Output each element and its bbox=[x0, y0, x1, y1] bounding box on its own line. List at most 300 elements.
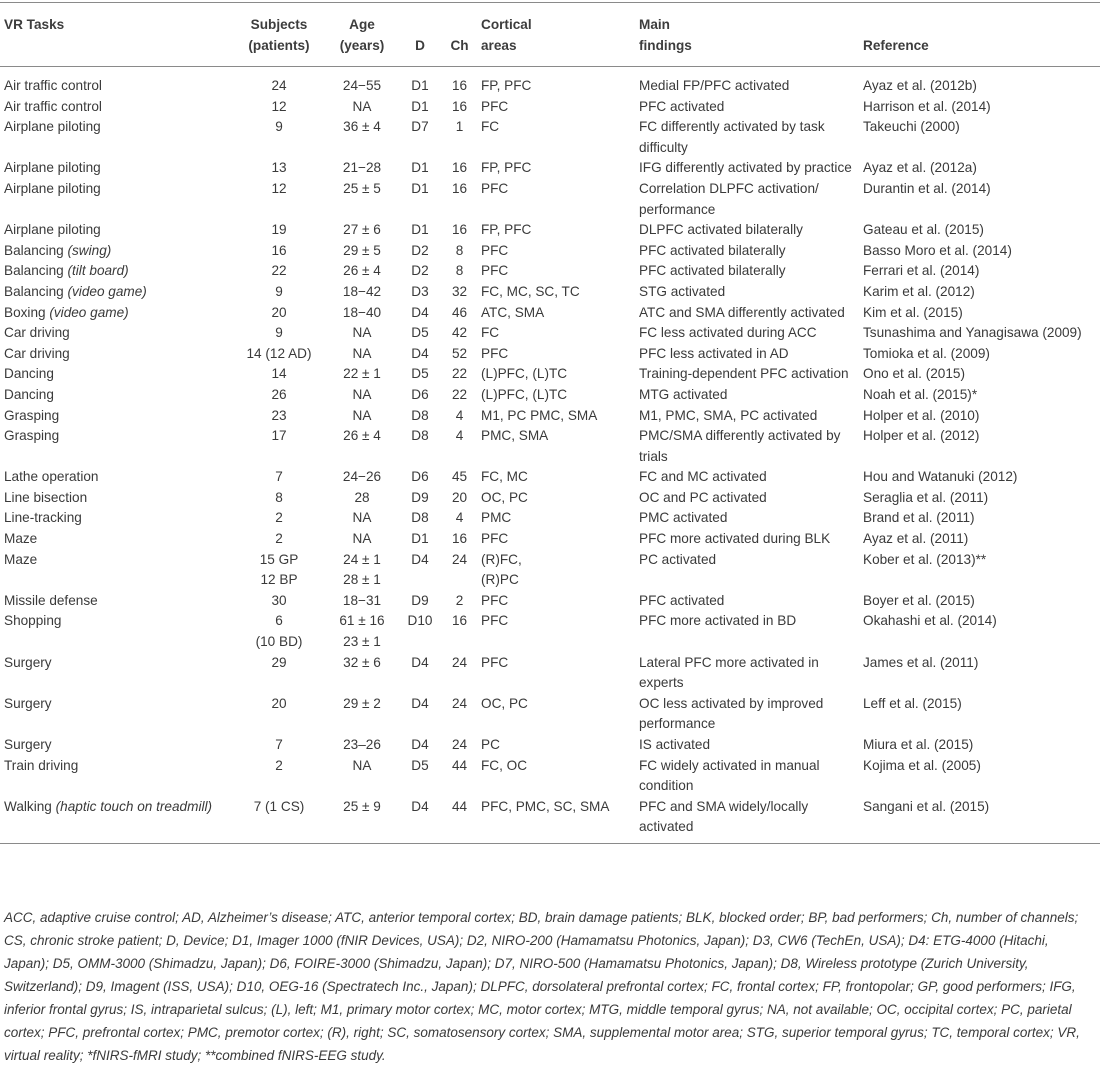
cell-cortical-areas-text: PFC bbox=[481, 345, 509, 361]
cell-reference bbox=[863, 694, 1100, 735]
task-name: Surgery bbox=[4, 695, 52, 711]
cell-device bbox=[402, 303, 438, 324]
cell-age-text: 28 bbox=[354, 489, 370, 505]
cell-age-text: 29 ± 2 bbox=[343, 695, 381, 711]
table-row bbox=[0, 756, 1100, 797]
cell-reference bbox=[863, 97, 1100, 118]
task-name: Walking bbox=[4, 798, 56, 814]
cell-device bbox=[402, 406, 438, 427]
cell-device bbox=[402, 467, 438, 488]
cell-cortical-areas bbox=[481, 117, 639, 158]
cell-age-text: 26 ± 4 bbox=[343, 263, 381, 279]
cell-main-findings-text: PFC activated bbox=[639, 592, 725, 608]
cell-reference-text: Kojima et al. (2005) bbox=[863, 757, 981, 773]
cell-vr-task bbox=[0, 611, 236, 652]
cell-cortical-areas bbox=[481, 756, 639, 797]
cell-reference bbox=[863, 179, 1100, 220]
header-vr-tasks: VR Tasks bbox=[0, 3, 236, 67]
cell-main-findings-text: Correlation DLPFC activation/ performance bbox=[639, 180, 819, 217]
cell-cortical-areas bbox=[481, 97, 639, 118]
cell-main-findings bbox=[639, 488, 863, 509]
task-name: Airplane piloting bbox=[4, 222, 101, 238]
cell-reference bbox=[863, 344, 1100, 365]
cell-vr-task bbox=[0, 97, 236, 118]
cell-subjects-text: 7 (1 CS) bbox=[253, 798, 305, 814]
cell-main-findings-text: IFG differently activated by practice bbox=[639, 160, 852, 176]
cell-subjects bbox=[236, 694, 322, 735]
cell-subjects bbox=[236, 591, 322, 612]
cell-main-findings bbox=[639, 220, 863, 241]
cell-reference-text: Tsunashima and Yanagisawa (2009) bbox=[863, 325, 1082, 341]
cell-subjects-text: 14 (12 AD) bbox=[246, 345, 312, 361]
cell-cortical-areas bbox=[481, 591, 639, 612]
cell-cortical-areas-text: PFC bbox=[481, 531, 509, 547]
task-name: Balancing bbox=[4, 263, 68, 279]
cell-cortical-areas-text: FC bbox=[481, 119, 500, 135]
cell-channels bbox=[438, 426, 481, 467]
cell-reference-text: Leff et al. (2015) bbox=[863, 695, 962, 711]
cell-reference-text: Holper et al. (2010) bbox=[863, 407, 980, 423]
cell-main-findings-text: MTG activated bbox=[639, 386, 728, 402]
task-name: Surgery bbox=[4, 737, 52, 752]
table-row bbox=[0, 508, 1100, 529]
cell-age-text: NA bbox=[352, 98, 372, 114]
cell-vr-task bbox=[0, 303, 236, 324]
cell-cortical-areas-text: (L)PFC, (L)TC bbox=[481, 386, 568, 402]
header-subjects: Subjects (patients) bbox=[236, 3, 322, 67]
cell-channels bbox=[438, 653, 481, 694]
cell-main-findings-text: STG activated bbox=[639, 283, 726, 299]
cell-subjects-text: 7 bbox=[275, 737, 283, 752]
cell-age bbox=[322, 220, 402, 241]
cell-cortical-areas bbox=[481, 220, 639, 241]
cell-reference-text: Sangani et al. (2015) bbox=[863, 798, 990, 814]
cell-channels-text: 16 bbox=[451, 98, 468, 114]
cell-age bbox=[322, 797, 402, 844]
table-header-row bbox=[0, 3, 1100, 67]
header-reference: Reference bbox=[863, 3, 1100, 67]
cell-subjects-text: 7 bbox=[275, 469, 283, 485]
cell-main-findings-text: ATC and SMA differently activated bbox=[639, 304, 845, 320]
cell-reference-text: Kim et al. (2015) bbox=[863, 304, 963, 320]
cell-main-findings-text: FC widely activated in manual condition bbox=[639, 757, 820, 794]
cell-reference-text: Harrison et al. (2014) bbox=[863, 98, 991, 114]
cell-vr-task bbox=[0, 67, 236, 97]
header-cortical-areas: Cortical areas bbox=[481, 3, 639, 67]
task-name: Balancing bbox=[4, 242, 68, 258]
cell-reference bbox=[863, 220, 1100, 241]
header-age: Age (years) bbox=[322, 3, 402, 67]
cell-vr-task bbox=[0, 467, 236, 488]
cell-main-findings-text: Medial FP/PFC activated bbox=[639, 78, 790, 93]
cell-cortical-areas bbox=[481, 550, 639, 591]
cell-cortical-areas bbox=[481, 653, 639, 694]
table-row bbox=[0, 694, 1100, 735]
cell-device bbox=[402, 735, 438, 756]
table-row bbox=[0, 550, 1100, 591]
task-name: Balancing bbox=[4, 283, 68, 299]
cell-device bbox=[402, 67, 438, 97]
cell-age bbox=[322, 591, 402, 612]
table-row bbox=[0, 241, 1100, 262]
cell-cortical-areas-text: (R)FC, (R)PC bbox=[481, 551, 522, 588]
cell-subjects bbox=[236, 426, 322, 467]
cell-channels-text: 24 bbox=[451, 654, 468, 670]
cell-cortical-areas bbox=[481, 282, 639, 303]
task-name: Car driving bbox=[4, 345, 70, 361]
cell-device-text: D1 bbox=[411, 531, 429, 547]
cell-device-text: D6 bbox=[411, 386, 429, 402]
task-name: Car driving bbox=[4, 325, 70, 341]
cell-device-text: D4 bbox=[411, 654, 429, 670]
cell-reference bbox=[863, 653, 1100, 694]
cell-reference-text: Ono et al. (2015) bbox=[863, 366, 966, 382]
cell-reference bbox=[863, 406, 1100, 427]
cell-reference-text: Ayaz et al. (2012b) bbox=[863, 78, 977, 93]
table-row bbox=[0, 220, 1100, 241]
cell-subjects bbox=[236, 797, 322, 844]
cell-main-findings bbox=[639, 97, 863, 118]
cell-channels bbox=[438, 220, 481, 241]
cell-device-text: D4 bbox=[411, 695, 429, 711]
cell-cortical-areas-text: OC, PC bbox=[481, 489, 528, 505]
cell-vr-task bbox=[0, 117, 236, 158]
table-row bbox=[0, 158, 1100, 179]
cell-channels-text: 45 bbox=[451, 469, 468, 485]
cell-cortical-areas bbox=[481, 467, 639, 488]
cell-reference-text: Boyer et al. (2015) bbox=[863, 592, 975, 608]
cell-cortical-areas-text: FC, MC, SC, TC bbox=[481, 283, 580, 299]
cell-reference-text: Hou and Watanuki (2012) bbox=[863, 469, 1018, 485]
task-name: Maze bbox=[4, 531, 38, 547]
cell-channels bbox=[438, 344, 481, 365]
cell-channels-text: 52 bbox=[451, 345, 468, 361]
task-name: Lathe operation bbox=[4, 469, 99, 485]
cell-cortical-areas bbox=[481, 179, 639, 220]
cell-subjects-text: 12 bbox=[271, 180, 287, 196]
cell-channels bbox=[438, 67, 481, 97]
cell-main-findings-text: Lateral PFC more activated in experts bbox=[639, 654, 819, 691]
cell-vr-task bbox=[0, 344, 236, 365]
cell-subjects bbox=[236, 282, 322, 303]
cell-device-text: D7 bbox=[411, 119, 429, 135]
cell-cortical-areas bbox=[481, 694, 639, 735]
cell-cortical-areas-text: ATC, SMA bbox=[481, 304, 545, 320]
cell-main-findings bbox=[639, 467, 863, 488]
cell-subjects bbox=[236, 303, 322, 324]
cell-reference-text: Okahashi et al. (2014) bbox=[863, 613, 997, 629]
cell-subjects-text: 26 bbox=[271, 386, 287, 402]
cell-channels-text: 44 bbox=[451, 798, 468, 814]
cell-subjects-text: 15 GP 12 BP bbox=[259, 551, 299, 588]
task-name: Line bisection bbox=[4, 489, 88, 505]
cell-channels-text: 1 bbox=[455, 119, 464, 135]
cell-main-findings bbox=[639, 364, 863, 385]
table-row bbox=[0, 385, 1100, 406]
cell-device-text: D1 bbox=[411, 78, 429, 93]
cell-subjects bbox=[236, 220, 322, 241]
cell-subjects-text: 20 bbox=[271, 695, 287, 711]
cell-device bbox=[402, 282, 438, 303]
cell-channels bbox=[438, 179, 481, 220]
task-note: (video game) bbox=[49, 304, 129, 320]
cell-age bbox=[322, 467, 402, 488]
table-row bbox=[0, 261, 1100, 282]
cell-channels bbox=[438, 694, 481, 735]
cell-cortical-areas bbox=[481, 303, 639, 324]
cell-main-findings-text: PFC activated bilaterally bbox=[639, 242, 786, 258]
cell-channels bbox=[438, 97, 481, 118]
cell-age bbox=[322, 241, 402, 262]
task-name: Grasping bbox=[4, 428, 60, 444]
task-name: Surgery bbox=[4, 654, 52, 670]
table-row bbox=[0, 179, 1100, 220]
cell-device bbox=[402, 611, 438, 652]
cell-reference bbox=[863, 385, 1100, 406]
cell-age bbox=[322, 529, 402, 550]
cell-subjects bbox=[236, 179, 322, 220]
cell-main-findings bbox=[639, 694, 863, 735]
cell-age-text: 24 ± 1 28 ± 1 bbox=[343, 551, 381, 588]
cell-vr-task bbox=[0, 385, 236, 406]
cell-age bbox=[322, 303, 402, 324]
cell-subjects-text: 6 (10 BD) bbox=[255, 613, 303, 650]
task-name: Air traffic control bbox=[4, 78, 102, 93]
task-name: Line-tracking bbox=[4, 510, 82, 526]
cell-reference bbox=[863, 323, 1100, 344]
cell-channels-text: 8 bbox=[455, 242, 464, 258]
cell-device-text: D5 bbox=[411, 325, 429, 341]
table-row bbox=[0, 426, 1100, 467]
cell-device bbox=[402, 364, 438, 385]
cell-main-findings bbox=[639, 426, 863, 467]
cell-device bbox=[402, 797, 438, 844]
header-device: D bbox=[402, 3, 438, 67]
cell-vr-task bbox=[0, 508, 236, 529]
cell-subjects-text: 23 bbox=[271, 407, 287, 423]
cell-age-text: 32 ± 6 bbox=[343, 654, 381, 670]
table-row bbox=[0, 467, 1100, 488]
cell-device-text: D8 bbox=[411, 428, 429, 444]
cell-channels-text: 16 bbox=[451, 180, 468, 196]
cell-cortical-areas-text: (L)PFC, (L)TC bbox=[481, 366, 568, 382]
cell-main-findings bbox=[639, 158, 863, 179]
cell-cortical-areas bbox=[481, 261, 639, 282]
cell-reference-text: Seraglia et al. (2011) bbox=[863, 489, 989, 505]
table-row bbox=[0, 488, 1100, 509]
cell-main-findings-text: OC and PC activated bbox=[639, 489, 767, 505]
cell-device-text: D1 bbox=[411, 160, 429, 176]
cell-cortical-areas-text: PMC, SMA bbox=[481, 428, 549, 444]
cell-vr-task bbox=[0, 694, 236, 735]
cell-main-findings bbox=[639, 797, 863, 844]
cell-channels bbox=[438, 261, 481, 282]
task-name: Grasping bbox=[4, 407, 60, 423]
cell-channels-text: 20 bbox=[451, 489, 468, 505]
task-name: Boxing bbox=[4, 304, 50, 320]
table-row bbox=[0, 303, 1100, 324]
cell-channels-text: 4 bbox=[455, 428, 464, 444]
cell-subjects bbox=[236, 735, 322, 756]
cell-subjects-text: 14 bbox=[271, 366, 287, 382]
cell-reference bbox=[863, 611, 1100, 652]
cell-channels bbox=[438, 550, 481, 591]
header-main-findings: Main findings bbox=[639, 3, 863, 67]
cell-age-text: 61 ± 16 23 ± 1 bbox=[339, 613, 385, 650]
cell-vr-task bbox=[0, 797, 236, 844]
task-name: Train driving bbox=[4, 757, 79, 773]
cell-vr-task bbox=[0, 406, 236, 427]
cell-device bbox=[402, 694, 438, 735]
cell-age-text: 36 ± 4 bbox=[343, 119, 381, 135]
cell-channels bbox=[438, 611, 481, 652]
cell-age-text: NA bbox=[352, 510, 372, 526]
cell-subjects-text: 19 bbox=[271, 222, 287, 238]
cell-age bbox=[322, 97, 402, 118]
cell-reference-text: Noah et al. (2015)* bbox=[863, 386, 978, 402]
cell-age-text: 25 ± 9 bbox=[343, 798, 381, 814]
cell-age-text: NA bbox=[352, 386, 372, 402]
cell-vr-task bbox=[0, 591, 236, 612]
cell-age bbox=[322, 735, 402, 756]
table-body bbox=[0, 67, 1100, 844]
cell-device bbox=[402, 97, 438, 118]
cell-reference bbox=[863, 797, 1100, 844]
cell-device-text: D6 bbox=[411, 469, 429, 485]
table-row bbox=[0, 117, 1100, 158]
cell-vr-task bbox=[0, 364, 236, 385]
cell-subjects-text: 20 bbox=[271, 304, 287, 320]
cell-age bbox=[322, 344, 402, 365]
cell-device bbox=[402, 756, 438, 797]
cell-channels-text: 42 bbox=[451, 325, 468, 341]
cell-main-findings-text: Training-dependent PFC activation bbox=[639, 366, 849, 382]
cell-reference bbox=[863, 508, 1100, 529]
cell-subjects bbox=[236, 364, 322, 385]
cell-main-findings bbox=[639, 344, 863, 365]
cell-channels bbox=[438, 323, 481, 344]
task-note: (video game) bbox=[67, 283, 147, 299]
cell-age bbox=[322, 385, 402, 406]
cell-reference-text: Ayaz et al. (2012a) bbox=[863, 160, 977, 176]
cell-device bbox=[402, 529, 438, 550]
cell-age bbox=[322, 550, 402, 591]
cell-subjects-text: 8 bbox=[275, 489, 283, 505]
cell-main-findings bbox=[639, 735, 863, 756]
cell-device-text: D4 bbox=[411, 345, 429, 361]
cell-device-text: D2 bbox=[411, 263, 429, 279]
cell-cortical-areas-text: PFC bbox=[481, 654, 509, 670]
cell-device-text: D4 bbox=[411, 798, 429, 814]
cell-device bbox=[402, 220, 438, 241]
cell-age bbox=[322, 756, 402, 797]
cell-device bbox=[402, 550, 438, 591]
task-name: Shopping bbox=[4, 613, 62, 629]
cell-cortical-areas-text: PMC bbox=[481, 510, 512, 526]
cell-cortical-areas-text: FC, MC bbox=[481, 469, 528, 485]
cell-reference bbox=[863, 550, 1100, 591]
cell-cortical-areas-text: FP, PFC bbox=[481, 160, 532, 176]
cell-channels-text: 8 bbox=[455, 263, 464, 279]
task-name: Airplane piloting bbox=[4, 119, 101, 135]
cell-age-text: NA bbox=[352, 407, 372, 423]
cell-reference bbox=[863, 158, 1100, 179]
cell-subjects bbox=[236, 550, 322, 591]
cell-cortical-areas bbox=[481, 406, 639, 427]
cell-channels bbox=[438, 529, 481, 550]
cell-main-findings-text: M1, PMC, SMA, PC activated bbox=[639, 407, 818, 423]
cell-main-findings-text: PFC and SMA widely/locally activated bbox=[639, 798, 809, 835]
cell-device bbox=[402, 591, 438, 612]
cell-reference bbox=[863, 467, 1100, 488]
cell-channels-text: 4 bbox=[455, 407, 464, 423]
cell-channels bbox=[438, 756, 481, 797]
cell-reference-text: Holper et al. (2012) bbox=[863, 428, 980, 444]
cell-subjects bbox=[236, 488, 322, 509]
cell-subjects-text: 24 bbox=[271, 78, 287, 93]
cell-vr-task bbox=[0, 550, 236, 591]
cell-main-findings bbox=[639, 529, 863, 550]
cell-age bbox=[322, 611, 402, 652]
cell-age bbox=[322, 488, 402, 509]
cell-age-text: 23–26 bbox=[343, 737, 381, 752]
cell-main-findings bbox=[639, 508, 863, 529]
cell-reference bbox=[863, 756, 1100, 797]
cell-cortical-areas-text: PC bbox=[481, 737, 500, 752]
cell-main-findings bbox=[639, 261, 863, 282]
cell-reference bbox=[863, 241, 1100, 262]
cell-vr-task bbox=[0, 488, 236, 509]
cell-channels bbox=[438, 508, 481, 529]
cell-channels-text: 16 bbox=[451, 78, 468, 93]
cell-subjects bbox=[236, 508, 322, 529]
cell-main-findings-text: PFC activated bbox=[639, 98, 725, 114]
cell-vr-task bbox=[0, 735, 236, 756]
cell-subjects-text: 2 bbox=[275, 757, 283, 773]
table-row bbox=[0, 282, 1100, 303]
cell-age bbox=[322, 426, 402, 467]
cell-cortical-areas bbox=[481, 67, 639, 97]
cell-device-text: D3 bbox=[411, 283, 429, 299]
cell-cortical-areas bbox=[481, 158, 639, 179]
cell-reference-text: Karim et al. (2012) bbox=[863, 283, 975, 299]
cell-age bbox=[322, 406, 402, 427]
cell-main-findings-text: PFC activated bilaterally bbox=[639, 263, 786, 279]
cell-reference bbox=[863, 591, 1100, 612]
cell-age bbox=[322, 653, 402, 694]
cell-subjects bbox=[236, 117, 322, 158]
cell-channels-text: 16 bbox=[451, 613, 468, 629]
cell-channels-text: 16 bbox=[451, 160, 468, 176]
cell-subjects bbox=[236, 67, 322, 97]
table-footnote: ACC, adaptive cruise control; AD, Alzheimer’s disease; ATC, anterior temporal cortex; BD, brain damage patients; BLK, blocked order; BP, bad performers; Ch, number of channels; CS, chronic stroke patient; D, Device; D1, Imager 1000 (fNIR Devices, USA); D2, NIRO-200 (Hamamatsu Photonics, Japan); D3, CW6 (TechEn, USA); D4: ETG-4000 (Hitachi, Japan); D5, OMM-3000 (Shimadzu, Japan); D6, FOIRE-3000 (Shimadzu, Japan); D7, NIRO-500 (Hamamatsu Photonics, Japan); D8, Wireless prototype (Zurich University, Switzerland); D9, Imagent (ISS, USA); D10, OEG-16 (Spectratech Inc., Japan); DLPFC, dorsolateral prefrontal cortex; FC, frontal cortex; FP, frontopolar; GP, good performers; IFG, inferior frontal gyrus; IS, intraparietal sulcus; (L), left; M1, primary motor cortex; MC, motor cortex; MTG, middle temporal gyrus; NA, not available; OC, occipital cortex; PC, parietal cortex; PFC, prefrontal cortex; PMC, premotor cortex; (R), right; SC, somatosensory cortex; SMA, supplemental motor area; STG, superior temporal gyrus; TC, temporal cortex; VR, virtual reality; *fNIRS-fMRI study; **combined fNIRS-EEG study. bbox=[4, 910, 1080, 1063]
cell-reference-text: Takeuchi (2000) bbox=[863, 119, 960, 135]
cell-subjects bbox=[236, 529, 322, 550]
cell-channels bbox=[438, 406, 481, 427]
cell-main-findings bbox=[639, 179, 863, 220]
cell-age bbox=[322, 67, 402, 97]
cell-device-text: D4 bbox=[411, 551, 429, 567]
cell-subjects-text: 9 bbox=[275, 325, 283, 341]
table-row bbox=[0, 364, 1100, 385]
cell-cortical-areas bbox=[481, 488, 639, 509]
cell-reference-text: Basso Moro et al. (2014) bbox=[863, 242, 1012, 258]
cell-main-findings bbox=[639, 611, 863, 652]
cell-subjects bbox=[236, 406, 322, 427]
cell-cortical-areas-text: PFC bbox=[481, 592, 509, 608]
cell-cortical-areas bbox=[481, 735, 639, 756]
cell-reference-text: Ayaz et al. (2011) bbox=[863, 531, 969, 547]
